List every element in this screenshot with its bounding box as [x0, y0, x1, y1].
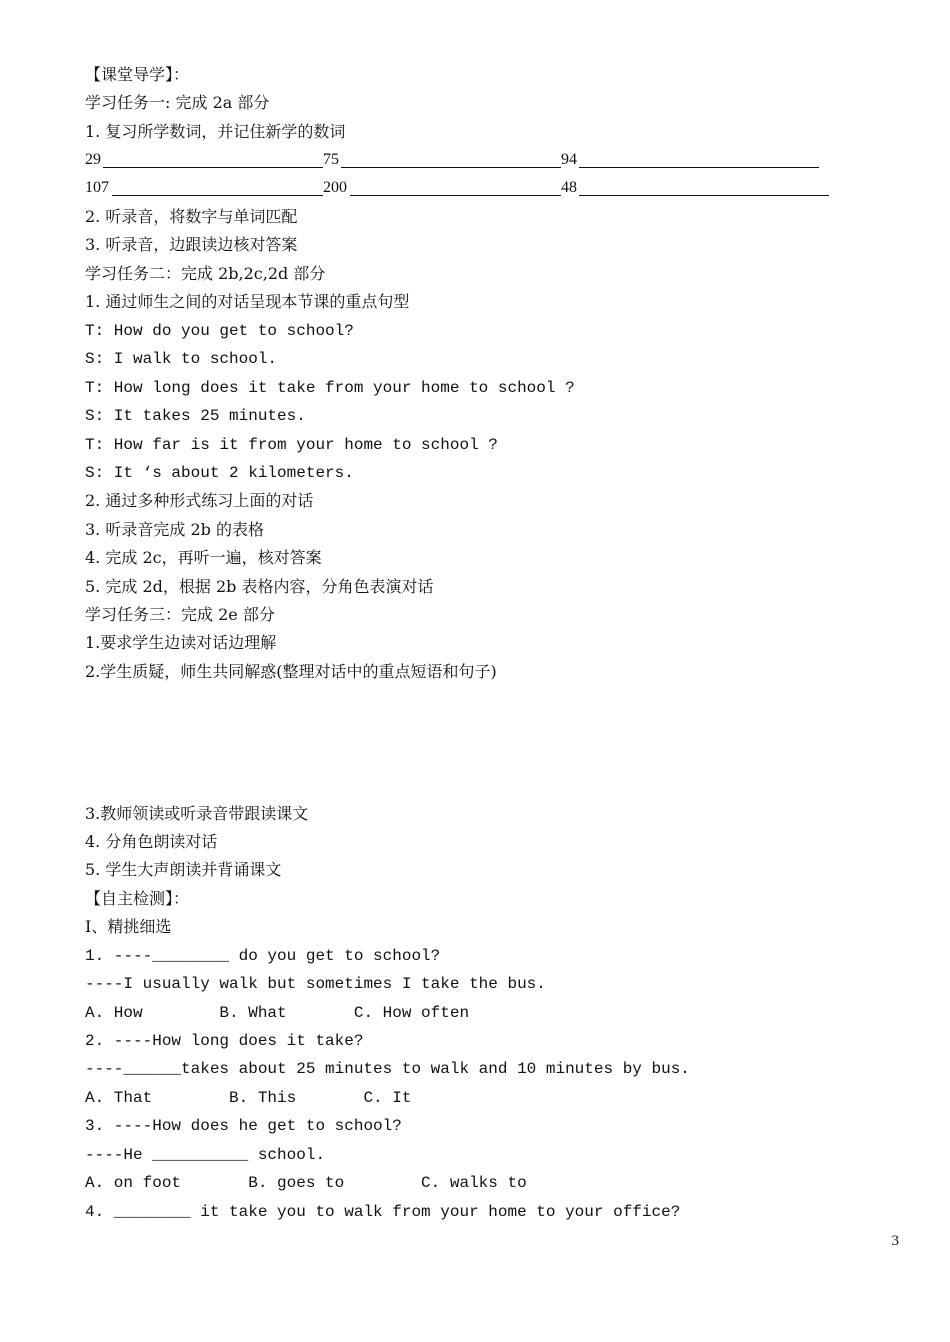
task1-step1: 1. 复习所学数词，并记住新学的数词 [85, 122, 346, 141]
question-options: A. How B. What C. How often [85, 1004, 470, 1022]
answer-blank [112, 195, 323, 196]
question-options: A. That B. This C. It [85, 1089, 412, 1107]
task3-step1: 1.要求学生边读对话边理解 [85, 633, 277, 652]
task2-step2: 2. 通过多种形式练习上面的对话 [85, 491, 314, 510]
task2-step4: 4. 完成 2c，再听一遍，核对答案 [85, 548, 322, 567]
task1-step3: 3. 听录音，边跟读边核对答案 [85, 235, 298, 254]
number-48: 48 [561, 179, 577, 196]
part1-title: I、精挑细选 [85, 917, 172, 936]
answer-blank [103, 167, 323, 168]
section-header-classroom-guide: 【课堂导学】： [85, 65, 190, 84]
dialogue-line: S: I walk to school. [85, 350, 278, 368]
task3-title: 学习任务三：完成 2e 部分 [85, 605, 275, 624]
question-line: ----I usually walk but sometimes I take the bus. [85, 975, 546, 993]
dialogue-line: S: It takes 25 minutes. [85, 407, 306, 425]
number-107: 107 [85, 179, 109, 196]
number-200: 200 [323, 179, 347, 196]
answer-blank [579, 167, 819, 168]
number-75: 75 [323, 151, 339, 168]
dialogue-line: S: It ‘s about 2 kilometers. [85, 464, 354, 482]
task3-step5: 5. 学生大声朗读并背诵课文 [85, 860, 282, 879]
question-options: A. on foot B. goes to C. walks to [85, 1174, 527, 1192]
task3-step4: 4. 分角色朗读对话 [85, 832, 218, 851]
task1-step2: 2. 听录音，将数字与单词匹配 [85, 207, 298, 226]
dialogue-line: T: How far is it from your home to school ? [85, 436, 498, 454]
number-29: 29 [85, 151, 101, 168]
answer-blank [350, 195, 561, 196]
number-94: 94 [561, 151, 577, 168]
dialogue-line: T: How long does it take from your home to school ? [85, 379, 575, 397]
task3-step2: 2.学生质疑，师生共同解惑(整理对话中的重点短语和句子) [85, 662, 497, 681]
question-line: ----He __________ school. [85, 1146, 326, 1164]
page-number: 3 [891, 1233, 899, 1249]
question-line: 1. ----________ do you get to school? [85, 947, 441, 965]
question-line: ----______takes about 25 minutes to walk and 10 minutes by bus. [85, 1060, 690, 1078]
question-line: 4. ________ it take you to walk from your home to your office? [85, 1203, 681, 1221]
task3-step3: 3.教师领读或听录音带跟读课文 [85, 804, 309, 823]
section-header-self-check: 【自主检测】： [85, 889, 190, 908]
task1-title: 学习任务一: 完成 2a 部分 [85, 93, 270, 112]
answer-blank [341, 167, 561, 168]
task2-step3: 3. 听录音完成 2b 的表格 [85, 520, 264, 539]
task2-step1: 1. 通过师生之间的对话呈现本节课的重点句型 [85, 292, 410, 311]
question-line: 3. ----How does he get to school? [85, 1117, 402, 1135]
task2-title: 学习任务二：完成 2b,2c,2d 部分 [85, 264, 326, 283]
task2-step5: 5. 完成 2d，根据 2b 表格内容，分角色表演对话 [85, 577, 434, 596]
question-line: 2. ----How long does it take? [85, 1032, 364, 1050]
answer-blank [579, 195, 829, 196]
dialogue-line: T: How do you get to school? [85, 322, 354, 340]
